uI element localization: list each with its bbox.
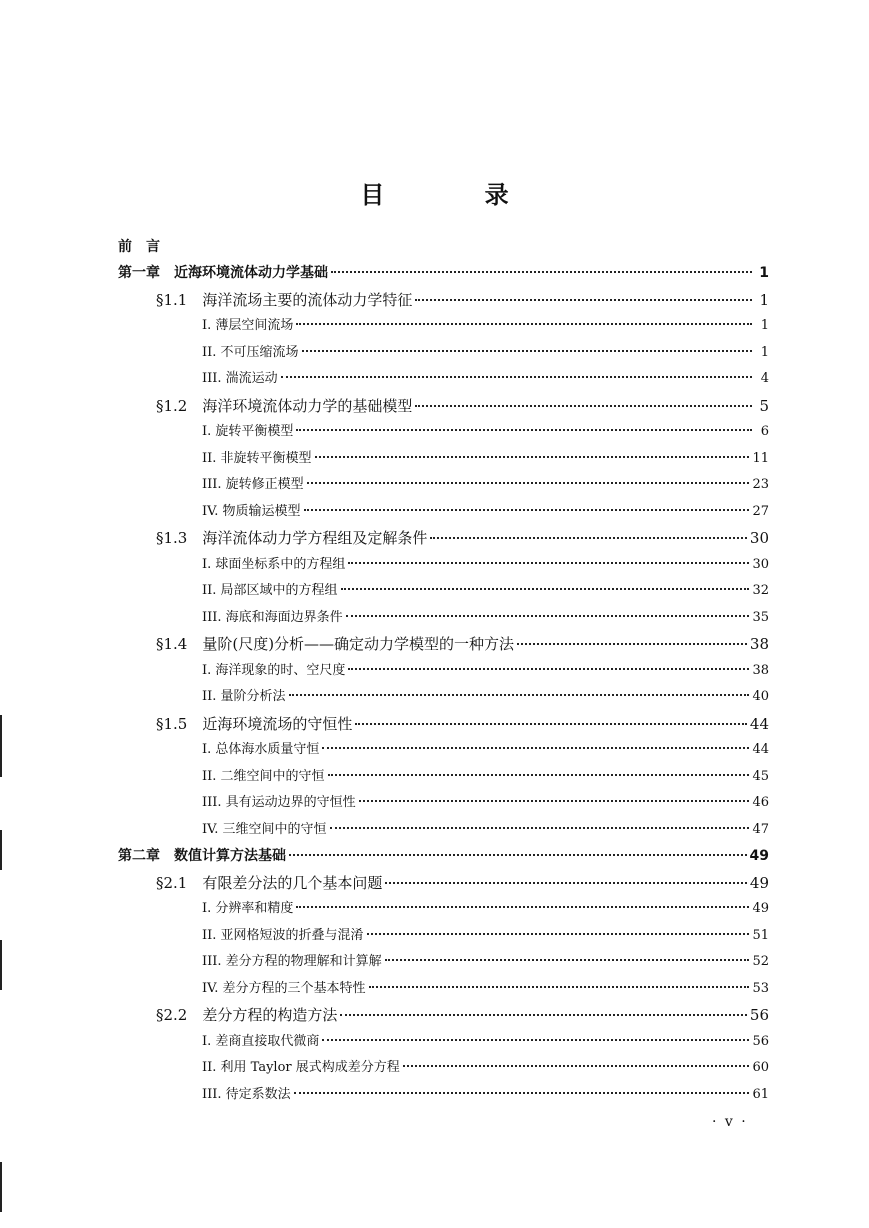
dot-leader (281, 375, 752, 378)
toc-entry-label: IV. 三维空间中的守恒 (202, 821, 327, 837)
dot-leader (330, 826, 750, 829)
toc-entry-label: §1.1 海洋流场主要的流体动力学特征 (156, 290, 413, 309)
toc-entry-label: I. 海洋现象的时、空尺度 (202, 662, 346, 678)
toc-entry (202, 660, 769, 682)
dot-leader (328, 773, 750, 776)
toc-entry (202, 607, 769, 629)
dot-leader (348, 561, 749, 564)
toc-entry (202, 739, 769, 761)
scan-edge-mark (0, 1162, 2, 1212)
dot-leader (331, 270, 752, 273)
toc-entry-label: §2.1 有限差分法的几个基本问题 (156, 873, 383, 892)
toc-entry (118, 262, 769, 284)
dot-leader (307, 481, 750, 484)
toc-entry (156, 633, 769, 655)
toc-entry-page: 1 (759, 290, 769, 309)
toc-entry (202, 951, 769, 973)
toc-entry-page: 49 (749, 873, 769, 892)
toc-entry-page: 30 (752, 556, 769, 572)
toc-entry (156, 395, 769, 417)
toc-entry (202, 1084, 769, 1106)
toc-entry-label: IV. 物质输运模型 (202, 503, 301, 519)
toc-entry-page: 56 (752, 1033, 769, 1049)
dot-leader (296, 322, 752, 325)
toc-entry-label: II. 亚网格短波的折叠与混淆 (202, 927, 364, 943)
dot-leader (517, 642, 747, 645)
toc-entry-label: I. 差商直接取代微商 (202, 1033, 320, 1049)
toc-entry-page: 44 (749, 714, 769, 733)
toc-entry-label: I. 分辨率和精度 (202, 901, 294, 916)
toc-entry-page: 6 (760, 424, 769, 439)
toc-preface (118, 236, 769, 258)
dot-leader (315, 455, 750, 458)
toc-entry (202, 686, 769, 708)
toc-entry-page: 11 (752, 450, 769, 466)
toc-entry (202, 925, 769, 947)
toc-entry (202, 368, 769, 390)
toc-entry-label: I. 总体海水质量守恒 (202, 742, 320, 757)
toc-entry-label: 第一章 近海环境流体动力学基础 (118, 265, 328, 281)
dot-leader (340, 1013, 747, 1016)
toc-entry-label: 第二章 数值计算方法基础 (118, 848, 286, 864)
toc-entry-page: 61 (752, 1086, 769, 1102)
dot-leader (296, 905, 749, 908)
toc-entry-page: 52 (752, 954, 769, 969)
dot-leader (415, 404, 752, 407)
toc-entry-page: 51 (752, 927, 769, 943)
toc-entry-label: I. 球面坐标系中的方程组 (202, 556, 346, 572)
toc-entry (118, 845, 769, 867)
toc-entry-label: II. 不可压缩流场 (202, 344, 299, 360)
toc-entry-page: 1 (760, 344, 769, 360)
toc-entry (156, 713, 769, 735)
dot-leader (322, 746, 749, 749)
toc-entry-page: 30 (749, 529, 769, 547)
toc-entry-page: 5 (759, 396, 769, 415)
toc-entry-label: II. 量阶分析法 (202, 689, 286, 704)
toc-entry (202, 898, 769, 920)
toc-entry-page: 56 (749, 1006, 769, 1024)
toc-entry-label: §1.5 近海环境流场的守恒性 (156, 714, 353, 733)
dot-leader (355, 722, 747, 725)
toc-entry-page: 60 (752, 1060, 769, 1075)
toc-entry-label: I. 旋转平衡模型 (202, 424, 294, 439)
toc-entry-page: 1 (760, 318, 769, 333)
toc-entry-label: III. 旋转修正模型 (202, 477, 304, 492)
toc-entry-page: 35 (752, 609, 769, 625)
toc-entry-label: §2.2 差分方程的构造方法 (156, 1006, 338, 1024)
toc-entry-label: II. 非旋转平衡模型 (202, 450, 312, 466)
toc-entry-label: IV. 差分方程的三个基本特性 (202, 980, 366, 996)
toc-entry-label: III. 待定系数法 (202, 1086, 291, 1102)
page-title: 目 录 (360, 181, 555, 209)
toc-entry-page: 45 (752, 768, 769, 784)
toc-entry (202, 819, 769, 841)
toc-entry (202, 1031, 769, 1053)
dot-leader (348, 667, 749, 670)
toc-entry (202, 554, 769, 576)
dot-leader (296, 428, 752, 431)
toc-entry-label: §1.2 海洋环境流体动力学的基础模型 (156, 396, 413, 415)
toc-entry-page: 27 (752, 503, 769, 519)
toc-entry (202, 474, 769, 496)
scan-edge-mark (0, 830, 2, 870)
toc-entry-page: 38 (749, 635, 769, 653)
toc-entry-page: 44 (752, 742, 769, 757)
toc-entry-label: I. 薄层空间流场 (202, 318, 294, 333)
toc-entry-label: III. 湍流运动 (202, 371, 278, 386)
dot-leader (415, 298, 752, 301)
dot-leader (430, 536, 747, 539)
toc-entry-page: 32 (752, 583, 769, 598)
dot-leader (385, 958, 750, 961)
toc-entry-page: 49 (752, 901, 769, 916)
toc-entry (202, 342, 769, 364)
dot-leader (322, 1038, 749, 1041)
dot-leader (367, 932, 750, 935)
dot-leader (346, 614, 750, 617)
toc-entry (202, 315, 769, 337)
toc-entry-label: II. 利用 Taylor 展式构成差分方程 (202, 1060, 400, 1075)
toc-entry (202, 766, 769, 788)
dot-leader (294, 1091, 750, 1094)
toc-preface-label: 前 言 (118, 239, 160, 255)
toc-entry-label: §1.3 海洋流体动力学方程组及定解条件 (156, 529, 428, 547)
toc-entry-label: II. 二维空间中的守恒 (202, 768, 325, 784)
dot-leader (289, 693, 750, 696)
toc-entry-label: III. 差分方程的物理解和计算解 (202, 954, 382, 969)
scan-edge-mark (0, 715, 2, 777)
toc-entry (202, 1057, 769, 1079)
toc-entry-page: 49 (749, 848, 769, 864)
dot-leader (359, 799, 750, 802)
toc-entry-page: 47 (752, 821, 769, 837)
toc-entry-page: 53 (752, 980, 769, 996)
toc-entry-label: III. 海底和海面边界条件 (202, 609, 343, 625)
scan-edge-mark (0, 940, 2, 990)
toc-entry (156, 1004, 769, 1026)
dot-leader (289, 853, 747, 856)
toc-entry-page: 46 (752, 795, 769, 810)
toc-entry-page: 23 (752, 477, 769, 492)
dot-leader (302, 349, 752, 352)
toc-entry (202, 792, 769, 814)
toc-entry (156, 527, 769, 549)
toc-entry-label: II. 局部区域中的方程组 (202, 583, 338, 598)
toc-entry-label: III. 具有运动边界的守恒性 (202, 795, 356, 810)
dot-leader (341, 587, 750, 590)
dot-leader (369, 985, 750, 988)
dot-leader (304, 508, 750, 511)
dot-leader (403, 1064, 750, 1067)
toc-entry-page: 4 (760, 371, 769, 386)
toc-entry (156, 289, 769, 311)
toc-entry (202, 978, 769, 1000)
toc-entry-page: 40 (752, 689, 769, 704)
dot-leader (385, 881, 747, 884)
toc-entry (202, 580, 769, 602)
toc-entry (202, 421, 769, 443)
page-number-folio: · v · (712, 1114, 748, 1130)
toc-entry-page: 1 (759, 265, 769, 281)
toc-entry-page: 38 (752, 662, 769, 678)
toc-entry (202, 448, 769, 470)
toc-entry (156, 872, 769, 894)
toc-entry-label: §1.4 量阶(尺度)分析——确定动力学模型的一种方法 (156, 635, 515, 653)
toc-entry (202, 501, 769, 523)
